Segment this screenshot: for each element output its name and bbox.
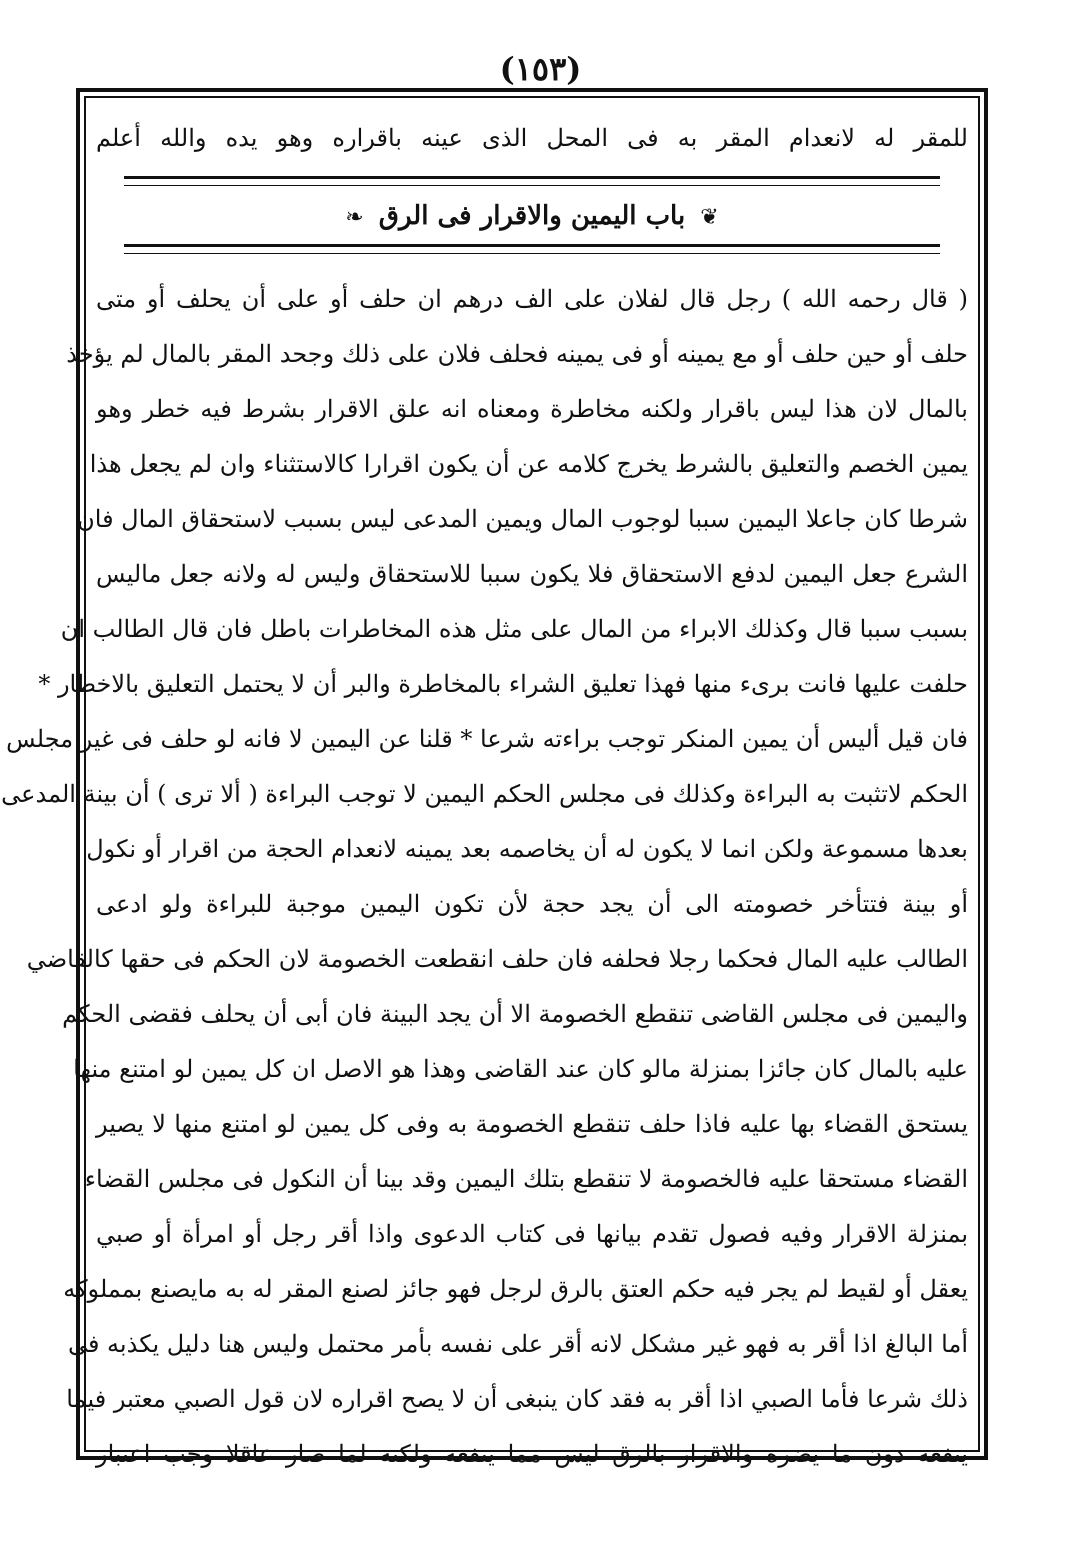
text-line: أما البالغ اذا أقر به فهو غير مشكل لانه أقر على نفسه بأمر محتمل وليس هنا دليل يكذبه فى <box>67 1330 968 1358</box>
page-content <box>1 110 968 1468</box>
text-line: الطالب عليه المال فحكما رجلا فحلفه فان حلف انقطعت الخصومة لان الحكم فى حقها كالقاضي <box>26 945 968 973</box>
text-line: أو بينة فتتأخر خصومته الى أن يجد حجة لأن تكون اليمين موجبة للبراءة ولو ادعى <box>96 890 968 918</box>
text-line: الحكم لاتثبت به البراءة وكذلك فى مجلس الحكم اليمين لا توجب البراءة ( ألا ترى ) أن بينة المدعى <box>1 780 968 808</box>
body-text <box>1 272 968 1482</box>
ornament-left-icon: ❧ <box>345 205 364 230</box>
ornament-right-icon: ❦ <box>700 205 719 230</box>
text-line: حلف أو حين حلف أو مع يمينه أو فى يمينه فحلف فلان على ذلك وجحد المقر بالمال لم يؤخذ <box>66 340 968 368</box>
text-line: يستحق القضاء بها عليه فاذا حلف تنقطع الخصومة به وفى كل يمين لو امتنع منها لا يصير <box>96 1110 968 1138</box>
text-line: الشرع جعل اليمين لدفع الاستحقاق فلا يكون سببا للاستحقاق وليس له ولانه جعل ماليس <box>96 560 968 588</box>
text-line: حلفت عليها فانت برىء منها فهذا تعليق الشراء بالمخاطرة والبر أن لا يحتمل التعليق بالاخطار * <box>38 670 968 698</box>
text-line: ينفعه دون ما يضره والاقرار بالرق ليس مما ينفعه ولكنه لما صار عاقلا وجب اعتبار <box>96 1440 968 1468</box>
text-line: واليمين فى مجلس القاضى تنقطع الخصومة الا أن يجد البينة فان أبى أن يحلف فقضى الحكم <box>62 1000 968 1028</box>
text-line: عليه بالمال كان جائزا بمنزلة مالو كان عند القاضى وهذا هو الاصل ان كل يمين لو امتنع منها <box>73 1055 968 1083</box>
text-line: القضاء مستحقا عليه فالخصومة لا تنقطع بتلك اليمين وقد بينا أن النكول فى مجلس القضاء <box>84 1165 968 1193</box>
text-line: يعقل أو لقيط لم يجر فيه حكم العتق بالرق لرجل فهو جائز لصنع المقر له به مايصنع بمملوكه <box>63 1275 968 1303</box>
text-line: فان قيل أليس أن يمين المنكر توجب براءته شرعا * قلنا عن اليمين لا فانه لو حلف فى غير مجلس <box>6 725 968 753</box>
page-number: (١٥٣) <box>499 50 582 88</box>
chapter-title: باب اليمين والاقرار فى الرق <box>378 201 686 231</box>
text-line: بعدها مسموعة ولكن انما لا يكون له أن يخاصمه بعد يمينه لانعدام الحجة من اقرار أو نكول <box>86 835 968 863</box>
text-line: ذلك شرعا فأما الصبي اذا أقر به فقد كان ينبغى أن لا يصح اقراره لان قول الصبي معتبر فيما <box>66 1385 968 1413</box>
opening-line: للمقر له لانعدام المقر به فى المحل الذى عينه باقراره وهو يده والله أعلم <box>96 124 968 152</box>
text-line: يمين الخصم والتعليق بالشرط يخرج كلامه عن أن يكون اقرارا كالاستثناء وان لم يجعل هذا <box>89 450 968 478</box>
text-line: ( قال رحمه الله ) رجل قال لفلان على الف درهم ان حلف أو على أن يحلف أو متى <box>96 285 968 313</box>
text-line: بالمال لان هذا ليس باقرار ولكنه مخاطرة ومعناه انه علق الاقرار بشرط فيه خطر وهو <box>96 395 968 423</box>
text-line: شرطا كان جاعلا اليمين سببا لوجوب المال ويمين المدعى ليس بسبب لاستحقاق المال فان <box>77 505 968 533</box>
text-line: بمنزلة الاقرار وفيه فصول تقدم بيانها فى كتاب الدعوى واذا أقر رجل أو امرأة أو صبي <box>96 1220 968 1248</box>
text-line: بسبب سببا قال وكذلك الابراء من المال على مثل هذه المخاطرات باطل فان قال الطالب ان <box>60 615 968 643</box>
top-divider <box>124 176 940 186</box>
bottom-divider <box>124 244 940 254</box>
chapter-heading <box>96 196 968 236</box>
